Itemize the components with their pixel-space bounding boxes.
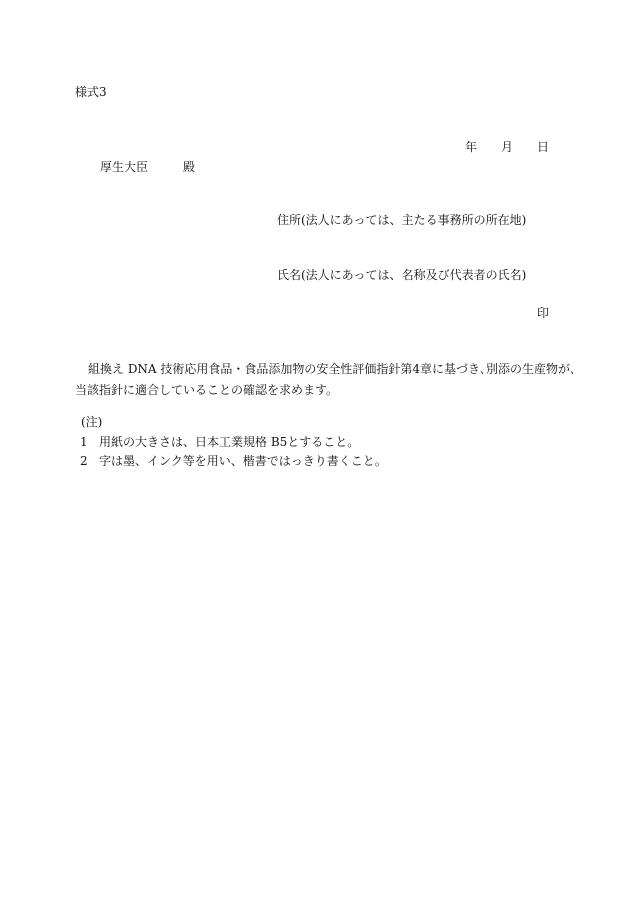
date-month-label: 月 <box>500 140 513 154</box>
request-body-line-2: 当該指針に適合していることの確認を求めます。 <box>75 383 339 397</box>
note-text: 用紙の大きさは、日本工業規格 B5とすること。 <box>99 435 360 449</box>
form-number: 様式3 <box>75 85 107 99</box>
request-body-line-1: 組換え DNA 技術応用食品・食品添加物の安全性評価指針第4章に基づき､別添の生産物が､ <box>88 362 577 376</box>
seal-mark: 印 <box>536 306 549 320</box>
addressee-name: 厚生大臣 <box>100 160 149 174</box>
note-number: 1 <box>80 435 88 449</box>
request-body <box>75 359 577 401</box>
applicant-name-label: 氏名(法人にあっては、名称及び代表者の氏名) <box>277 268 527 282</box>
note-text: 字は墨、インク等を用い、楷書ではっきり書くこと。 <box>99 454 387 468</box>
notes-heading: (注) <box>81 415 103 429</box>
addressee-honorific: 殿 <box>183 160 196 174</box>
date-year-label: 年 <box>464 140 477 154</box>
date-day-label: 日 <box>536 140 549 154</box>
applicant-address-label: 住所(法人にあっては、主たる事務所の所在地) <box>277 213 527 227</box>
note-number: 2 <box>80 454 88 468</box>
